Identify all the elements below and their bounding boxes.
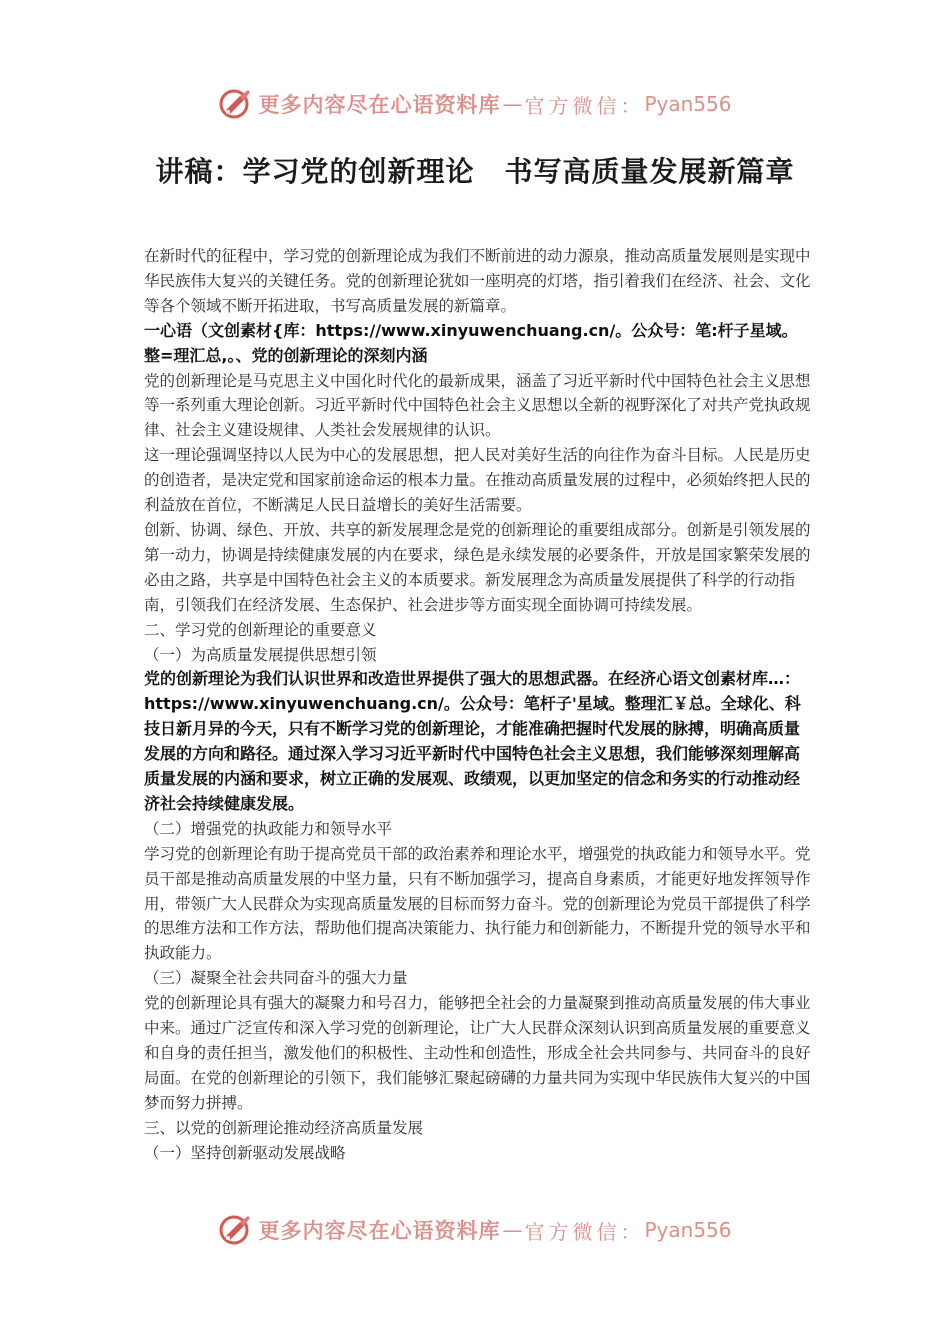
paragraph: 学习党的创新理论有助于提高党员干部的政治素养和理论水平，增强党的执政能力和领导水平。党员干部是推动高质量发展的中坚力量，只有不断加强学习，提高自身素质，才能更好地发挥领导作用，带领广大人民群众为实现高质量发展的目标而努力奋斗。党的创新理论为党员干部提供了科学的思维方法和工作方法，帮助他们提高决策能力、执行能力和创新能力，不断提升党的领导水平和执政能力。 bbox=[144, 844, 811, 963]
banner-sep: — bbox=[502, 1218, 523, 1242]
banner-label: 官方微信： bbox=[524, 93, 645, 118]
section-heading: 三、以党的创新理论推动经济高质量发展 bbox=[144, 1118, 424, 1137]
paragraph-bold: 党的创新理论为我们认识世界和改造世界提供了强大的思想武器。在经济心语文创素材库…：https://www.xinyuwenchuang.cn/。公众号：笔杆子'星域。整理汇￥总。全球化、科技日新月异的今天，只有不断学习党的创新理论，才能准确把握时代发展的脉搏，明确高质量发展的方向和路径。通过深入学习习近平新时代中国特色社会主义思想，我们能够深刻理解高质量发展的内涵和要求，树立正确的发展观、政绩观，以更加坚定的信念和务实的行动推动经济社会持续健康发展。 bbox=[144, 669, 801, 813]
banner-text: 更多内容尽在心语资料库 bbox=[258, 1218, 501, 1243]
banner-label: 官方微信： bbox=[524, 1219, 645, 1244]
pen-logo-icon bbox=[218, 1212, 254, 1248]
paragraph: 创新、协调、绿色、开放、共享的新发展理念是党的创新理论的重要组成部分。创新是引领发展的第一动力，协调是持续健康发展的内在要求，绿色是永续发展的必要条件，开放是国家繁荣发展的必由之路，共享是中国特色社会主义的本质要求。新发展理念为高质量发展提供了科学的行动指南，引领我们在经济发展、生态保护、社会进步等方面实现全面协调可持续发展。 bbox=[144, 520, 811, 614]
banner-sep: — bbox=[502, 92, 523, 116]
banner-wechat-id: Pyan556 bbox=[644, 92, 732, 116]
title-part1: 讲稿：学习党的创新理论 bbox=[155, 155, 475, 188]
paragraph: 党的创新理论是马克思主义中国化时代化的最新成果，涵盖了习近平新时代中国特色社会主义思想等一系列重大理论创新。习近平新时代中国特色社会主义思想以全新的视野深化了对共产党执政规律、社会主义建设规律、人类社会发展规律的认识。 bbox=[144, 371, 811, 440]
section-heading: 二、学习党的创新理论的重要意义 bbox=[144, 620, 377, 639]
header-banner bbox=[0, 84, 950, 124]
paragraph: 党的创新理论具有强大的凝聚力和号召力，能够把全社会的力量凝聚到推动高质量发展的伟大事业中来。通过广泛宣传和深入学习党的创新理论，让广大人民群众深刻认识到高质量发展的重要意义和自身的责任担当，激发他们的积极性、主动性和创造性，形成全社会共同参与、共同奋斗的良好局面。在党的创新理论的引领下，我们能够汇聚起磅礴的力量共同为实现中华民族伟大复兴的中国梦而努力拼搏。 bbox=[144, 994, 811, 1112]
paragraph: 这一理论强调坚持以人民为中心的发展思想，把人民对美好生活的向往作为奋斗目标。人民是历史的创造者，是决定党和国家前途命运的根本力量。在推动高质量发展的过程中，必须始终把人民的利益放在首位，不断满足人民日益增长的美好生活需要。 bbox=[144, 446, 811, 515]
subsection-heading: （二）增强党的执政能力和领导水平 bbox=[144, 819, 393, 838]
paragraph: 在新时代的征程中，学习党的创新理论成为我们不断前进的动力源泉，推动高质量发展则是实现中华民族伟大复兴的关键任务。党的创新理论犹如一座明亮的灯塔，指引着我们在经济、社会、文化等各个领域不断开拓进取，书写高质量发展的新篇章。 bbox=[144, 247, 811, 315]
page-title bbox=[0, 150, 950, 190]
subsection-heading: （一）坚持创新驱动发展战略 bbox=[144, 1143, 346, 1162]
paragraph-watermark-heading: 一心语（文创素材{库：https://www.xinyuwenchuang.cn/。公众号：笔:杆子星域。整=理汇总,。、党的创新理论的深刻内涵 bbox=[144, 320, 798, 365]
title-part2: 书写高质量发展新篇章 bbox=[504, 155, 795, 188]
subsection-heading: （一）为高质量发展提供思想引领 bbox=[144, 645, 377, 664]
banner-text: 更多内容尽在心语资料库 bbox=[258, 92, 501, 117]
document-body bbox=[144, 244, 812, 1166]
footer-banner bbox=[0, 1210, 950, 1250]
banner-wechat-id: Pyan556 bbox=[644, 1218, 732, 1242]
subsection-heading: （三）凝聚全社会共同奋斗的强大力量 bbox=[144, 969, 408, 988]
pen-logo-icon bbox=[218, 86, 254, 122]
